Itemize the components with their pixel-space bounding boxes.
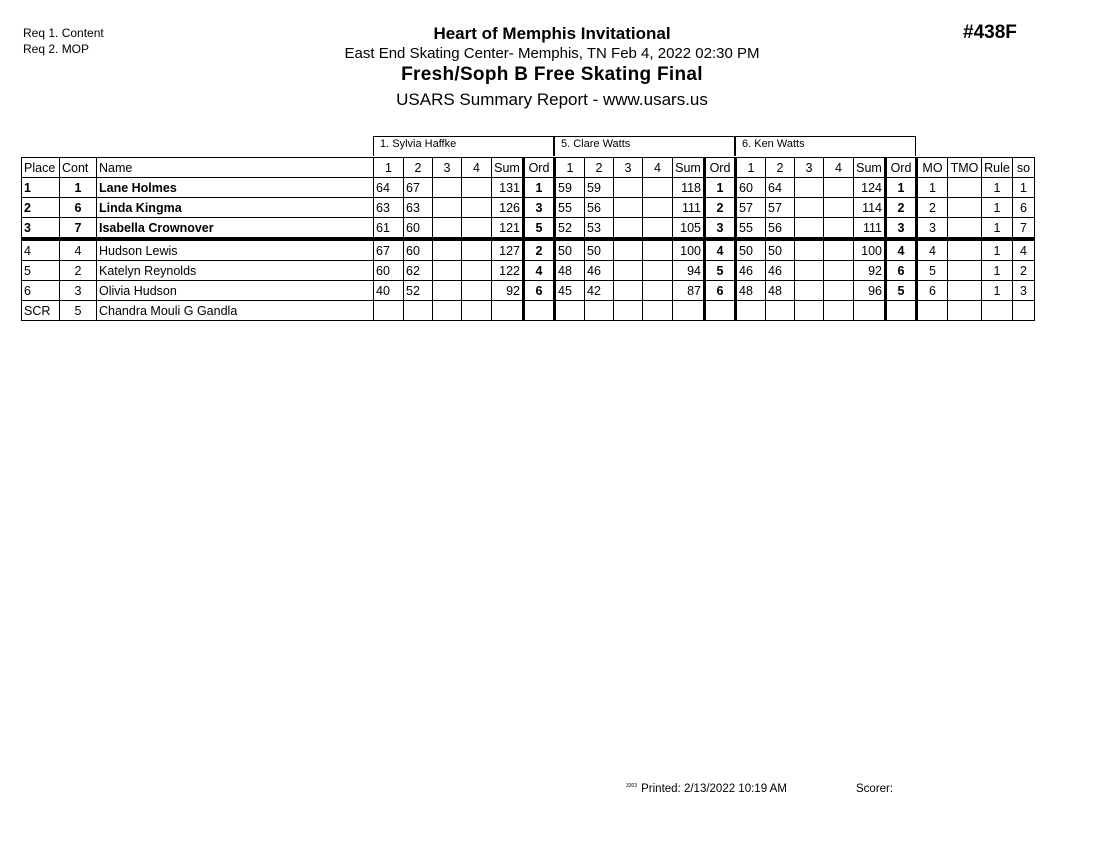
score-cell: 57 [766,198,795,218]
event-name: Fresh/Soph B Free Skating Final [401,64,703,85]
score-cell: 59 [555,178,585,198]
score-cell: 50 [585,239,614,261]
col-header-score-1: 1 [736,158,766,178]
sum-cell: 127 [492,239,524,261]
score-cell [824,198,854,218]
ord-cell: 1 [524,178,555,198]
col-header-place: Place [22,158,60,178]
sum-cell [673,301,705,321]
score-cell [374,301,404,321]
score-cell: 48 [766,281,795,301]
rule-cell: 1 [982,281,1013,301]
score-cell [824,218,854,240]
cont-cell: 7 [60,218,97,240]
requirements [23,25,104,57]
score-cell: 42 [585,281,614,301]
mo-cell: 1 [917,178,948,198]
competition-title: Heart of Memphis Invitational [433,24,671,43]
score-cell [433,301,462,321]
score-cell [824,281,854,301]
col-header-score-3: 3 [614,158,643,178]
score-cell [643,178,673,198]
printed-info [626,783,787,795]
report-title: USARS Summary Report - www.usars.us [396,90,708,109]
col-header-ord: Ord [886,158,917,178]
so-cell: 1 [1013,178,1035,198]
score-cell [795,178,824,198]
so-cell [1013,301,1035,321]
so-cell: 2 [1013,261,1035,281]
score-cell [462,218,492,240]
sum-cell: 124 [854,178,886,198]
score-cell: 48 [736,281,766,301]
score-cell [614,178,643,198]
ord-cell: 2 [524,239,555,261]
score-cell: 59 [585,178,614,198]
col-header-score-2: 2 [404,158,433,178]
score-cell [433,239,462,261]
ord-cell: 6 [524,281,555,301]
table-row [22,281,1035,301]
score-cell: 52 [555,218,585,240]
sum-cell: 118 [673,178,705,198]
score-cell: 62 [404,261,433,281]
col-header-cont: Cont [60,158,97,178]
col-header-sum: Sum [854,158,886,178]
cont-cell: 2 [60,261,97,281]
score-cell: 46 [736,261,766,281]
col-header-name: Name [97,158,374,178]
mo-cell [917,301,948,321]
col-header-ord: Ord [524,158,555,178]
mo-cell: 2 [917,198,948,218]
score-cell: 50 [736,239,766,261]
col-header-score-2: 2 [766,158,795,178]
sum-cell [854,301,886,321]
score-cell [643,239,673,261]
name-cell: Lane Holmes [97,178,374,198]
table-row [22,261,1035,281]
col-header-sum: Sum [492,158,524,178]
score-cell [462,239,492,261]
score-cell [614,198,643,218]
score-cell [643,301,673,321]
score-cell: 53 [585,218,614,240]
score-cell [462,261,492,281]
sum-cell: 126 [492,198,524,218]
score-cell: 67 [404,178,433,198]
cont-cell: 3 [60,281,97,301]
scorer-label: Scorer: [856,783,894,795]
place-cell: 2 [22,198,60,218]
score-cell: 45 [555,281,585,301]
tmo-cell [948,178,982,198]
table-row [22,178,1035,198]
so-cell: 6 [1013,198,1035,218]
printed-date: Printed: 2/13/2022 10:19 AM [641,783,787,795]
name-cell: Linda Kingma [97,198,374,218]
rule-cell: 1 [982,261,1013,281]
sum-cell: 96 [854,281,886,301]
results-table [21,157,1035,321]
score-cell [614,218,643,240]
score-cell [824,301,854,321]
venue-date: East End Skating Center- Memphis, TN Feb 4, 2022 02:30 PM [344,45,760,62]
tmo-cell [948,301,982,321]
score-cell [643,198,673,218]
score-cell: 60 [404,218,433,240]
col-header-score-4: 4 [643,158,673,178]
req-1: Req 1. Content [23,26,104,40]
tmo-cell [948,261,982,281]
score-cell: 40 [374,281,404,301]
score-cell [462,301,492,321]
score-cell: 50 [555,239,585,261]
col-header-score-3: 3 [433,158,462,178]
score-cell [795,301,824,321]
score-cell: 48 [555,261,585,281]
score-cell [795,281,824,301]
place-cell: 4 [22,239,60,261]
rule-cell: 1 [982,198,1013,218]
score-cell: 50 [766,239,795,261]
score-cell [555,301,585,321]
rule-cell: 1 [982,178,1013,198]
sum-cell: 87 [673,281,705,301]
sum-cell: 92 [492,281,524,301]
score-cell [614,301,643,321]
sum-cell: 100 [854,239,886,261]
score-cell [433,178,462,198]
table-row [22,301,1035,321]
ord-cell: 4 [886,239,917,261]
name-cell: Chandra Mouli G Gandla [97,301,374,321]
table-row [22,198,1035,218]
score-cell: 61 [374,218,404,240]
ord-cell: 6 [705,281,736,301]
score-cell [824,178,854,198]
score-cell [614,281,643,301]
name-cell: Hudson Lewis [97,239,374,261]
ord-cell: 5 [886,281,917,301]
ord-cell: 4 [524,261,555,281]
name-cell: Isabella Crownover [97,218,374,240]
sum-cell: 111 [673,198,705,218]
score-cell [433,281,462,301]
score-cell: 55 [736,218,766,240]
so-cell: 3 [1013,281,1035,301]
sum-cell: 131 [492,178,524,198]
score-cell: 60 [374,261,404,281]
place-cell: 6 [22,281,60,301]
ord-cell: 3 [524,198,555,218]
judge-1-header: 1. Sylvia Haffke [373,136,554,156]
score-cell: 52 [404,281,433,301]
col-header-score-1: 1 [555,158,585,178]
cont-cell: 1 [60,178,97,198]
score-cell [433,261,462,281]
col-header-score-1: 1 [374,158,404,178]
footer-code: 3303 [626,783,638,789]
score-cell [766,301,795,321]
score-cell: 56 [585,198,614,218]
ord-cell [886,301,917,321]
cont-cell: 6 [60,198,97,218]
rule-cell [982,301,1013,321]
ord-cell: 3 [886,218,917,240]
col-header-rule: Rule [982,158,1013,178]
col-header-sum: Sum [673,158,705,178]
sum-cell [492,301,524,321]
place-cell: 3 [22,218,60,240]
score-cell [643,281,673,301]
score-cell [795,239,824,261]
score-cell [795,218,824,240]
sum-cell: 92 [854,261,886,281]
sum-cell: 105 [673,218,705,240]
place-cell: SCR [22,301,60,321]
score-cell [643,218,673,240]
score-cell: 60 [404,239,433,261]
score-cell: 64 [374,178,404,198]
ord-cell: 3 [705,218,736,240]
score-cell [736,301,766,321]
score-cell [795,198,824,218]
score-cell: 55 [555,198,585,218]
place-cell: 1 [22,178,60,198]
score-cell [462,178,492,198]
score-cell: 63 [404,198,433,218]
sum-cell: 121 [492,218,524,240]
ord-cell: 4 [705,239,736,261]
name-cell: Olivia Hudson [97,281,374,301]
ord-cell: 1 [886,178,917,198]
score-cell [462,198,492,218]
header-row [22,158,1035,178]
rule-cell: 1 [982,239,1013,261]
mo-cell: 3 [917,218,948,240]
score-cell: 46 [766,261,795,281]
col-header-score-3: 3 [795,158,824,178]
ord-cell [524,301,555,321]
col-header-score-4: 4 [462,158,492,178]
ord-cell [705,301,736,321]
event-number: #438F [963,22,1017,43]
cont-cell: 4 [60,239,97,261]
rule-cell: 1 [982,218,1013,240]
score-cell [462,281,492,301]
score-cell: 57 [736,198,766,218]
mo-cell: 4 [917,239,948,261]
sum-cell: 114 [854,198,886,218]
col-header-mo: MO [917,158,948,178]
judge-2-header: 5. Clare Watts [554,136,735,156]
score-cell: 56 [766,218,795,240]
ord-cell: 1 [705,178,736,198]
score-cell: 67 [374,239,404,261]
table-row [22,239,1035,261]
col-header-so: so [1013,158,1035,178]
col-header-score-4: 4 [824,158,854,178]
tmo-cell [948,218,982,240]
judge-3-header: 6. Ken Watts [735,136,916,156]
tmo-cell [948,198,982,218]
so-cell: 4 [1013,239,1035,261]
score-cell: 64 [766,178,795,198]
mo-cell: 5 [917,261,948,281]
name-cell: Katelyn Reynolds [97,261,374,281]
sum-cell: 94 [673,261,705,281]
sum-cell: 100 [673,239,705,261]
ord-cell: 6 [886,261,917,281]
cont-cell: 5 [60,301,97,321]
score-cell: 46 [585,261,614,281]
so-cell: 7 [1013,218,1035,240]
score-cell [404,301,433,321]
col-header-tmo: TMO [948,158,982,178]
place-cell: 5 [22,261,60,281]
score-cell [824,239,854,261]
col-header-ord: Ord [705,158,736,178]
ord-cell: 2 [886,198,917,218]
score-cell: 63 [374,198,404,218]
ord-cell: 2 [705,198,736,218]
sum-cell: 111 [854,218,886,240]
score-cell [433,198,462,218]
score-cell [585,301,614,321]
col-header-score-2: 2 [585,158,614,178]
req-2: Req 2. MOP [23,42,90,56]
score-cell: 60 [736,178,766,198]
sum-cell: 122 [492,261,524,281]
score-cell [795,261,824,281]
score-cell [433,218,462,240]
tmo-cell [948,239,982,261]
ord-cell: 5 [705,261,736,281]
mo-cell: 6 [917,281,948,301]
table-row [22,218,1035,240]
score-cell [824,261,854,281]
score-cell [643,261,673,281]
score-cell [614,239,643,261]
ord-cell: 5 [524,218,555,240]
tmo-cell [948,281,982,301]
score-cell [614,261,643,281]
